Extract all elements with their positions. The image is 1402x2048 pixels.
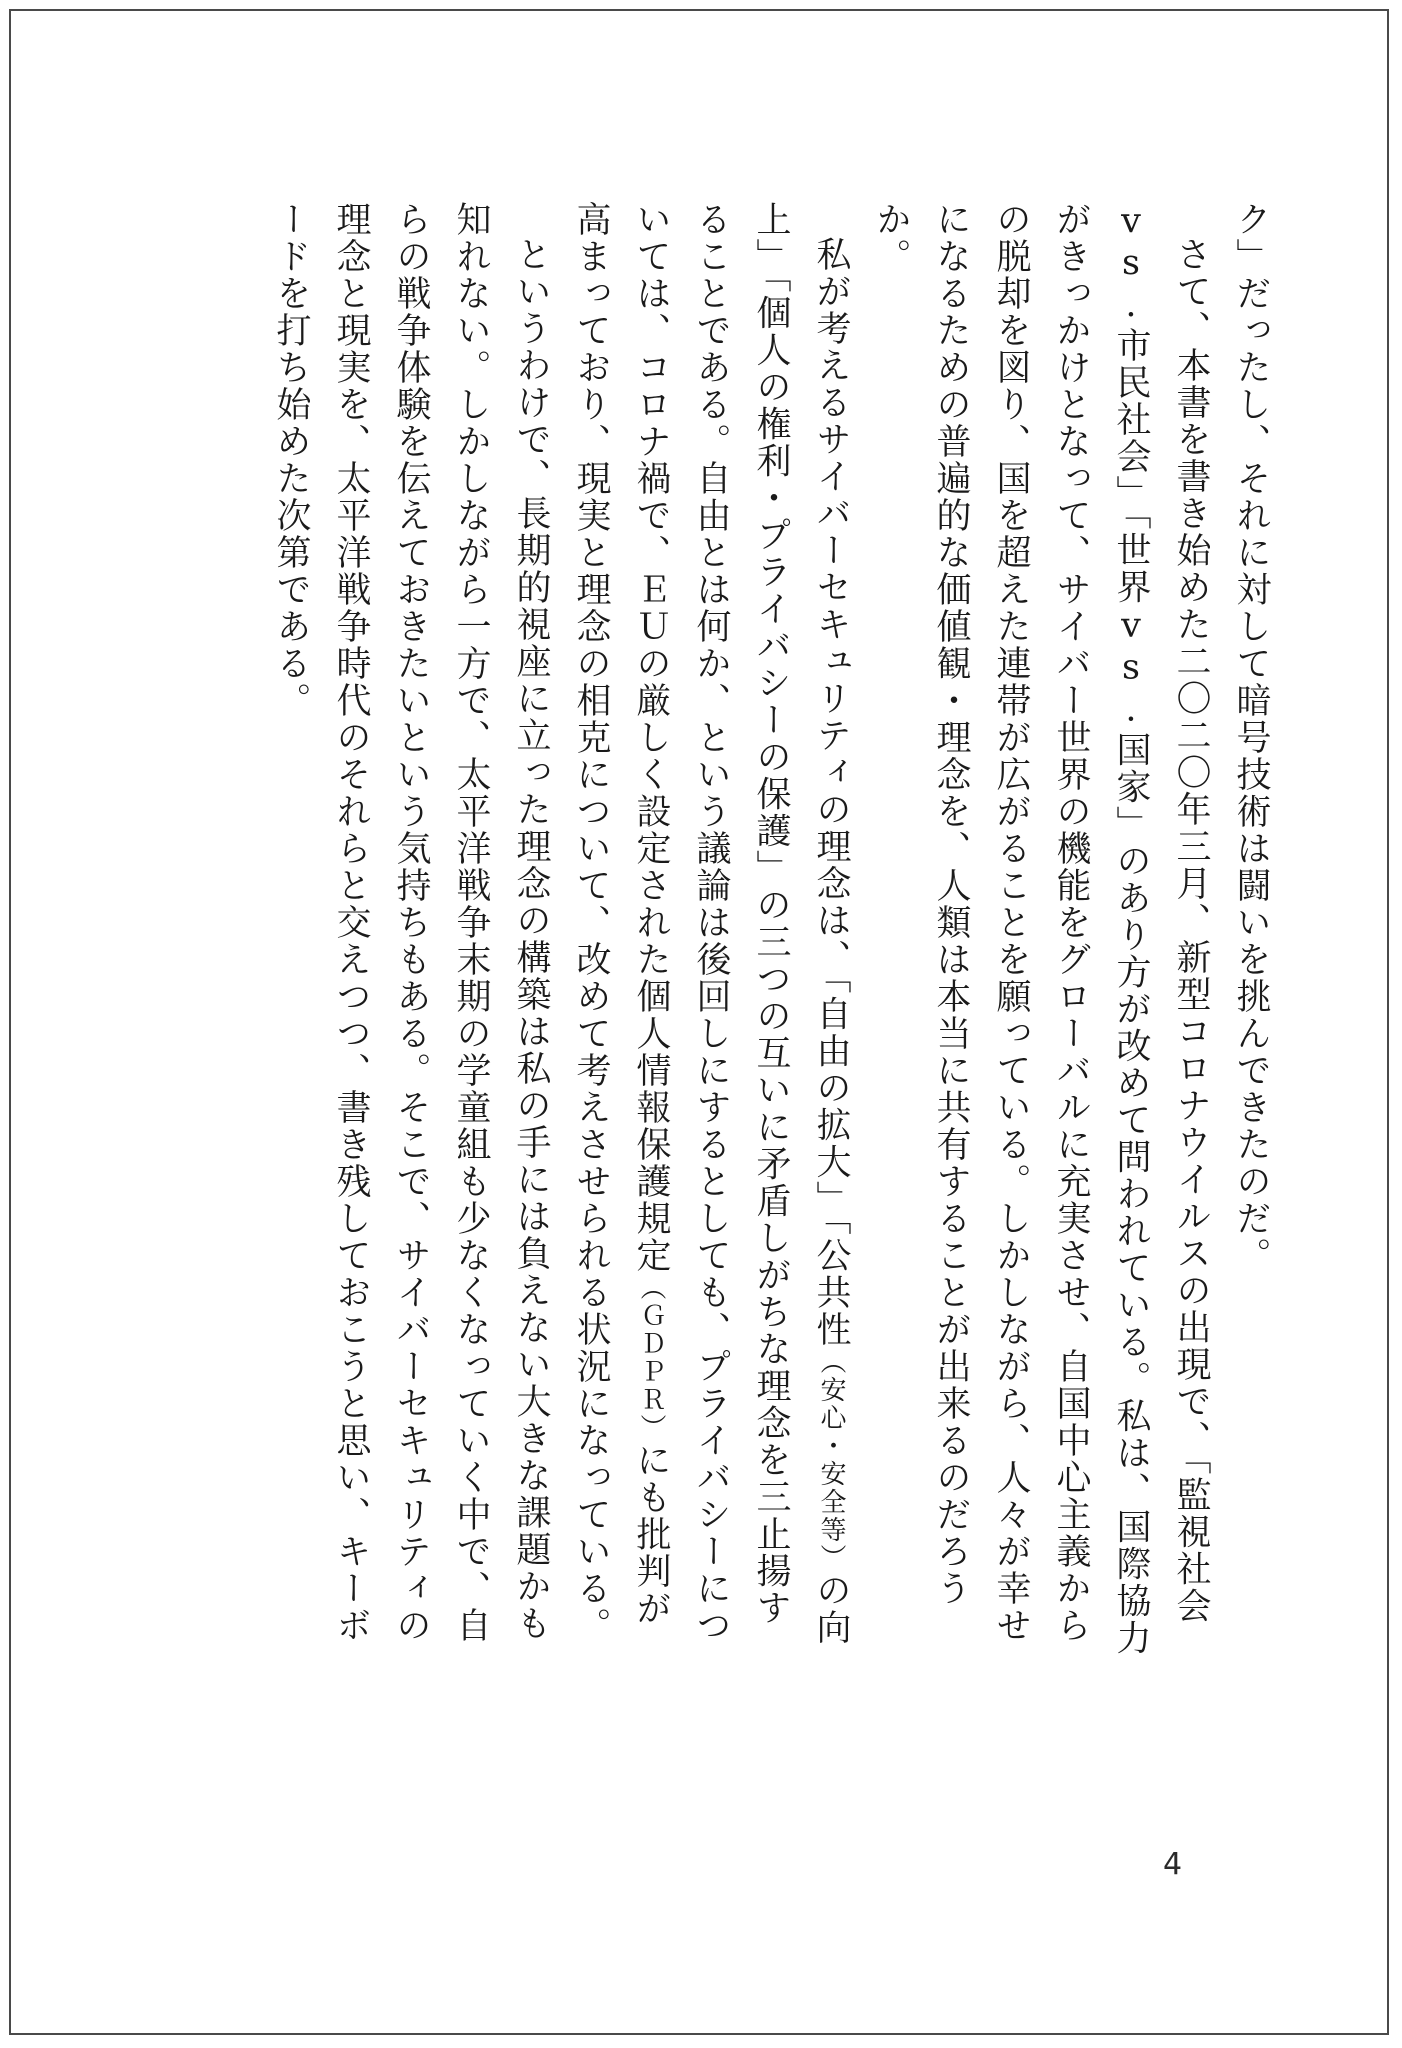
paragraph-3-note-gdpr: （ＧＤＰＲ） (636, 1274, 666, 1442)
paragraph-2: さて、本書を書き始めた二〇二〇年三月、新型コロナウイルスの出現で、「監視社会vs.市民社会」「世界vs.国家」のあり方が改めて問われている。私は、国際協力がきっかけとなって、サイバー世界の機能をグローバルに充実させ、自国中心主義からの脱却を図り、国を超えた連帯が広がることを願っている。しかしながら、人々が幸せになるための普遍的な価値観・理念を、人類は本当に共有することが出来るのだろうか。 (871, 201, 1211, 1657)
paragraph-3-note-safety: （安心・安全等） (816, 1348, 846, 1572)
paragraph-3-part-a: 私が考えるサイバーセキュリティの理念は、「自由の拡大」「公共性 (811, 236, 851, 1348)
paragraph-3-part-c: の向上」「個人の権利・プライバシーの保護」の三つの互いに矛盾しがちな理念を三止揚することである。自由とは何か、という議論は後回しにするとしても、プライバシーについては、コロナ禍で、ＥＵの厳しく設定された個人情報保護規定 (631, 201, 851, 1646)
page-number: 4 (1163, 1847, 1183, 1882)
page-frame (9, 9, 1389, 2035)
paragraph-3-part-e: にも批判が高まっており、現実と理念の相克について、改めて考えさせられる状況になっている。 (571, 201, 671, 1644)
body-text (241, 201, 1281, 1661)
paragraph-1: ク」だったし、それに対して暗号技術は闘いを挑んできたのだ。 (1231, 201, 1271, 1274)
paragraph-4: というわけで、長期的視座に立った理念の構築は私の手には負えない大きな課題かも知れない。しかしながら一方で、太平洋戦争末期の学童組も少なくなっていく中で、自らの戦争体験を伝えておきたいという気持ちもある。そこで、サイバーセキュリティの理念と現実を、太平洋戦争時代のそれらと交えつつ、書き残しておこうと思い、キーボードを打ち始めた次第である。 (271, 201, 551, 1644)
paragraph-3 (561, 201, 861, 1661)
